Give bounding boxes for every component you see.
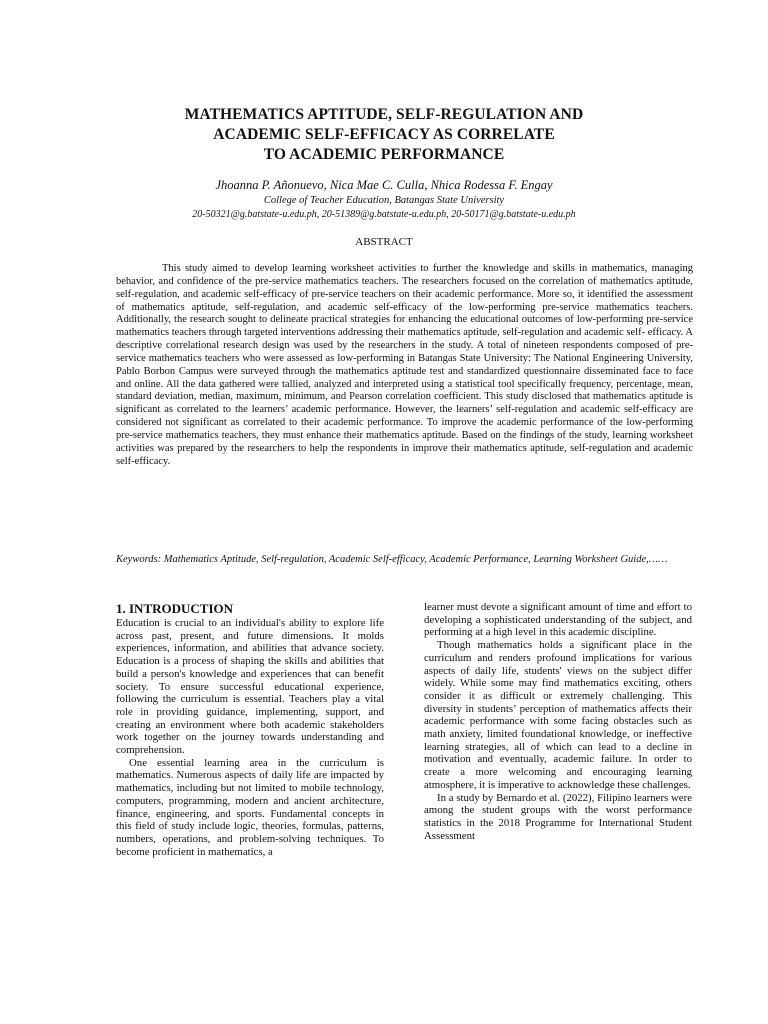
section-heading-introduction: 1. INTRODUCTION	[116, 601, 234, 616]
left-column	[116, 600, 384, 858]
keywords: Keywords: Mathematics Aptitude, Self-regulation, Academic Self-efficacy, Academic Performance, Learning Worksheet Guide,……	[116, 554, 668, 565]
paper-title	[0, 105, 768, 165]
author-list: Jhoanna P. Añonuevo, Nica Mae C. Culla, Nhica Rodessa F. Engay	[215, 178, 553, 192]
affiliation: College of Teacher Education, Batangas State University	[263, 195, 505, 206]
title-line-1: MATHEMATICS APTITUDE, SELF-REGULATION AND	[184, 106, 584, 123]
abstract-text: This study aimed to develop learning worksheet activities to further the knowledge and skills in mathematics, managing behavior, and confidence of the pre-service mathematics teachers. The researchers focused on the correlation of mathematics aptitude, self-regulation, and academic self-efficacy of pre-service teachers on their academic performance. More so, it identified the assessment of mathematics aptitude, self-regulation, and academic self-efficacy of the low-performing pre-service mathematics teachers. Additionally, the research sought to delineate practical strategies for enhancing the educational outcomes of low-performing pre-service mathematics teachers through targeted interventions addressing their mathematics aptitude, self-regulation and academic self- efficacy. A descriptive correlational research design was used by the researchers in the study. A total of nineteen respondents composed of pre-service mathematics teachers who were assessed as low-performing in Batangas State University: The National Engineering University, Pablo Borbon Campus were surveyed through the mathematics aptitude test and standardized questionnaire disseminated face to face and online. All the data gathered were tallied, analyzed and interpreted using a statistical tool specifically frequency, percentage, mean, standard deviation, median, maximum, minimum, and Pearson correlation coefficient. This study disclosed that mathematics aptitude is significant as correlated to the learners’ academic performance. However, the learners’ self-regulation and academic self-efficacy are considered not significant as correlated to their academic performance. To improve the academic performance of the low-performing pre-service mathematics teachers, they must enhance their mathematics aptitude. Based on the findings of the study, learning worksheet activities was prepared by the researchers to help the respondents in improve their mathematics aptitude, self-regulation and academic self-efficacy.	[116, 263, 693, 467]
title-line-2: ACADEMIC SELF-EFFICACY AS CORRELATE	[213, 126, 555, 143]
intro-paragraph-2-continued: learner must devote a significant amount of time and effort to developing a sophisticated understanding of the subject, and performing at a high level in this academic discipline.	[424, 601, 692, 639]
right-column	[424, 601, 692, 842]
intro-paragraph-4: In a study by Bernardo et al. (2022), Filipino learners were among the student groups with the worst performance statistics in the 2018 Programme for International Student Assessment	[424, 791, 692, 842]
abstract-heading: ABSTRACT	[355, 236, 413, 248]
title-line-3: TO ACADEMIC PERFORMANCE	[263, 146, 505, 163]
intro-paragraph-1: Education is crucial to an individual's ability to explore life across past, present, and future dimensions. It molds experiences, information, and abilities that advance society. Education is a process of shaping the skills and abilities that build a person's knowledge and experiences that can benefit society. To ensure successful educational experience, following the curriculum is essential. Teachers play a vital role in providing guidance, implementing, support, and creating an environment where both academic stakeholders work together on the journey towards understanding and comprehension.	[116, 617, 384, 757]
intro-paragraph-2: One essential learning area in the curriculum is mathematics. Numerous aspects of daily life are impacted by mathematics, including but not limited to mobile technology, computers, programming, modern and ancient architecture, finance, engineering, and sports. Fundamental concepts in this field of study include logic, theories, formulas, patterns, numbers, operations, and problem-solving techniques. To become proficient in mathematics, a	[116, 756, 384, 858]
author-emails: 20-50321@g.batstate-u.edu.ph, 20-51389@g.batstate-u.edu.ph, 20-50171@g.batstate-u.edu.ph	[192, 209, 576, 220]
intro-paragraph-3: Though mathematics holds a significant place in the curriculum and renders profound implications for various aspects of daily life, students' views on the subject differ widely. While some may find mathematics exciting, others consider it as difficult or extremely challenging. This diversity in students’ perception of mathematics affects their academic performance with some facing obstacles such as math anxiety, limited foundational knowledge, or ineffective learning strategies, all of which can lead to a decline in motivation and eventually, academic failure. In order to create a more welcoming and encouraging learning atmosphere, it is imperative to acknowledge these challenges.	[424, 639, 692, 791]
